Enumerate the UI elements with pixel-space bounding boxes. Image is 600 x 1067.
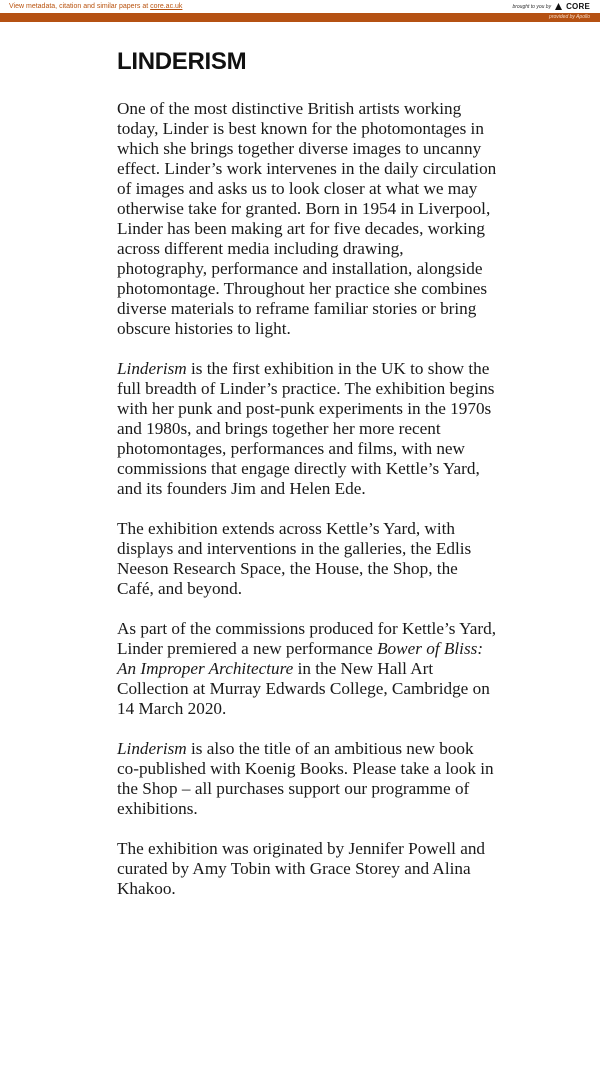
core-orange-strip [0,13,600,22]
core-link-prefix: View metadata, citation and similar papers at [9,3,149,10]
paragraph-intro: One of the most distinctive British artists working today, Linder is best known for the photomontages in which she brings together diverse images to uncanny effect. Linder’s work intervenes in the daily circulation of images and asks us to look closer at what we may otherwise take for granted. Born in 1954 in Liverpool, Linder has been making art for five decades, working across different media including drawing, photography, performance and installation, alongside photomontage. Throughout her practice she combines diverse materials to reframe familiar stories or bring obscure histories to light. [117,99,497,338]
paragraph-extent: The exhibition extends across Kettle’s Yard, with displays and interventions in the galleries, the Edlis Neeson Research Space, the House, the Shop, the Café, and beyond. [117,519,472,598]
core-brand-name: CORE [566,2,590,11]
paragraph-performance [117,619,497,719]
core-brand[interactable] [512,2,590,11]
core-brought-by: brought to you by [512,3,552,10]
document-title: LINDERISM [117,48,247,75]
book-title-emphasis: Linderism [117,739,187,758]
paragraph-exhibition-text: is the first exhibition in the UK to show the full breadth of Linder’s practice. The exhibition begins with her punk and post-punk experiments in the 1970s and 1980s, and brings together her more recent photomontages, performances and films, with new commissions that engage directly with Kettle’s Yard, and its founders Jim and Helen Ede. [117,359,495,498]
exhibition-title-emphasis: Linderism [117,359,187,378]
paragraph-performance-text-b: in the New Hall Art Collection at Murray Edwards College, Cambridge on 14 March 2020. [117,659,490,718]
paragraph-book [117,739,497,819]
core-metadata-link[interactable] [9,3,182,10]
core-link-url[interactable]: core.ac.uk [150,3,183,10]
paragraph-performance-text-a: As part of the commissions produced for Kettle’s Yard, Linder premiered a new performance [117,619,497,658]
core-logo-icon [554,2,563,11]
document-body [117,48,497,899]
paragraph-exhibition [117,359,497,499]
core-banner [0,0,600,22]
paragraph-book-text: is also the title of an ambitious new book co-published with Koenig Books. Please take a look in the Shop – all purchases support our programme of exhibitions. [117,739,494,818]
core-provided-by: provided by Apollo [549,14,590,20]
performance-title-emphasis: Bower of Bliss: An Improper Architecture [117,639,484,678]
paragraph-credits: The exhibition was originated by Jennifer Powell and curated by Amy Tobin with Grace Storey and Alina Khakoo. [117,839,486,898]
